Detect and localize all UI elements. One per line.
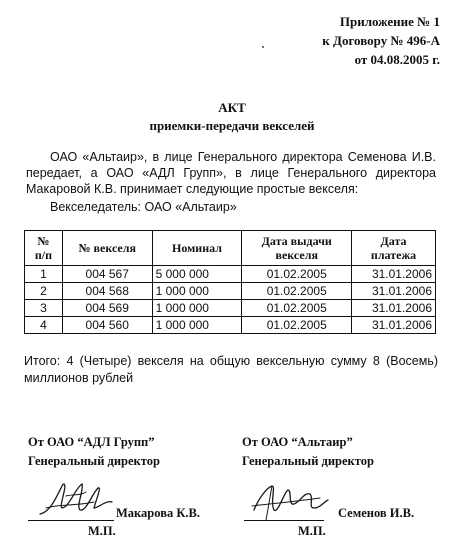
- signatory-left-org: От ОАО “АДЛ Групп”: [28, 435, 155, 449]
- cell-payment-date: 31.01.2006: [352, 283, 436, 300]
- cell-nominal: 1 000 000: [152, 300, 242, 317]
- header-payment-date: [352, 231, 436, 266]
- signature-right-line: [244, 520, 324, 521]
- appendix-line-1: Приложение № 1: [339, 14, 440, 29]
- signatory-left-name: Макарова К.В.: [116, 506, 200, 520]
- appendix-reference: [322, 12, 440, 69]
- cell-issue-date: 01.02.2005: [242, 266, 352, 283]
- total-summary: Итого: 4 (Четыре) векселя на общую вексельную сумму 8 (Восемь) миллионов рублей: [24, 354, 438, 385]
- header-num-line-2: п/п: [34, 248, 53, 262]
- header-issue-line-2: векселя: [275, 248, 318, 262]
- header-bill: № векселя: [62, 231, 152, 266]
- table-row: [25, 266, 436, 283]
- stamp-right-label: М.П.: [298, 524, 326, 538]
- header-issue-line-1: Дата выдачи: [261, 234, 332, 248]
- header-payment-line-1: Дата: [380, 234, 407, 248]
- appendix-line-2: к Договору № 496-А: [322, 33, 440, 48]
- cell-num: 3: [25, 300, 63, 317]
- table-row: [25, 300, 436, 317]
- document-subtitle: приемки-передачи векселей: [149, 118, 315, 133]
- cell-num: 2: [25, 283, 63, 300]
- drawer-line: Векселедатель: ОАО «Альтаир»: [50, 200, 237, 214]
- document-title: АКТ: [218, 100, 246, 115]
- header-num: [25, 231, 63, 266]
- table-header-row: [25, 231, 436, 266]
- intro-text: ОАО «Альтаир», в лице Генерального директора Семенова И.В. передает, а ОАО «АДЛ Групп», в лице Генерального директора Макаровой К.В. принимает следующие простые векселя:: [26, 150, 436, 196]
- cell-nominal: 1 000 000: [152, 317, 242, 334]
- cell-payment-date: 31.01.2006: [352, 266, 436, 283]
- signatory-right-name: Семенов И.В.: [338, 506, 415, 520]
- cell-nominal: 1 000 000: [152, 283, 242, 300]
- table-row: [25, 283, 436, 300]
- cell-bill: 004 568: [62, 283, 152, 300]
- cell-issue-date: 01.02.2005: [242, 317, 352, 334]
- appendix-line-3: от 04.08.2005 г.: [354, 52, 440, 67]
- stamp-left-label: М.П.: [88, 524, 116, 538]
- header-issue-date: [242, 231, 352, 266]
- header-payment-line-2: платежа: [370, 248, 417, 262]
- cell-bill: 004 569: [62, 300, 152, 317]
- cell-issue-date: 01.02.2005: [242, 300, 352, 317]
- signatory-left-position: Генеральный директор: [28, 454, 160, 468]
- intro-paragraph: [26, 149, 436, 197]
- cell-bill: 004 567: [62, 266, 152, 283]
- cell-nominal: 5 000 000: [152, 266, 242, 283]
- scan-speck: [262, 46, 264, 48]
- signatory-right-position: Генеральный директор: [242, 454, 374, 468]
- cell-num: 4: [25, 317, 63, 334]
- signature-left-line: [28, 520, 114, 521]
- signature-right-icon: [248, 480, 332, 524]
- bills-table: [24, 230, 436, 334]
- header-nominal: Номинал: [152, 231, 242, 266]
- signatory-left: [28, 433, 160, 471]
- signatory-right: [242, 433, 374, 471]
- cell-issue-date: 01.02.2005: [242, 283, 352, 300]
- cell-payment-date: 31.01.2006: [352, 300, 436, 317]
- signatory-right-org: От ОАО “Альтаир”: [242, 435, 353, 449]
- table-row: [25, 317, 436, 334]
- signature-left-icon: [36, 478, 116, 524]
- cell-payment-date: 31.01.2006: [352, 317, 436, 334]
- cell-bill: 004 560: [62, 317, 152, 334]
- cell-num: 1: [25, 266, 63, 283]
- header-num-line-1: №: [37, 234, 50, 248]
